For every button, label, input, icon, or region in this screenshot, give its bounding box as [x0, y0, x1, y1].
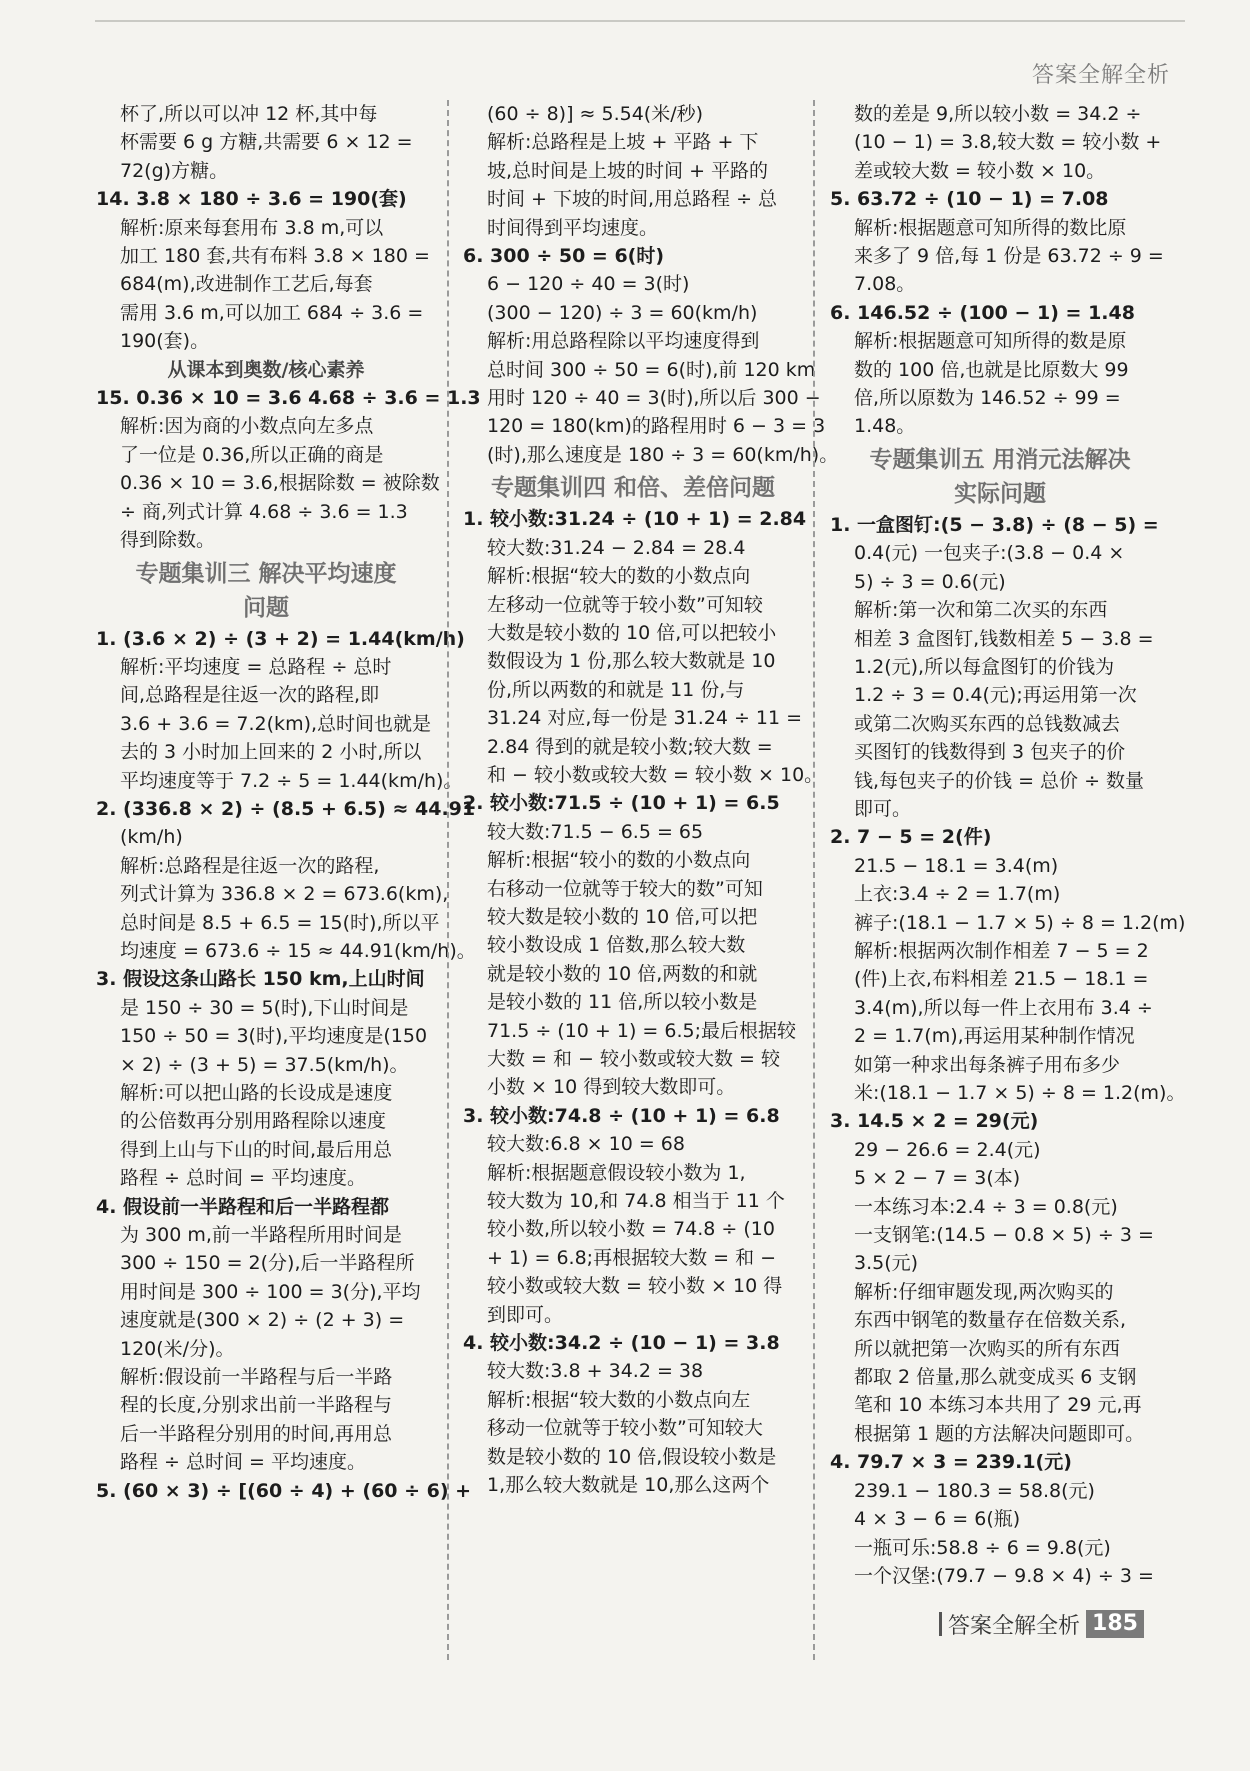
text-line: 列式计算为 336.8 × 2 = 673.6(km),	[120, 883, 449, 906]
text-line: 较小数或较大数 = 较小数 × 10 得	[487, 1275, 783, 1298]
text-line: 5 × 2 − 7 = 3(本)	[854, 1167, 1021, 1190]
text-line: (10 − 1) = 3.8,较大数 = 较小数 +	[854, 131, 1162, 154]
text-line: 小数 × 10 得到较大数即可。	[487, 1076, 736, 1099]
text-line: 米:(18.1 − 1.7 × 5) ÷ 8 = 1.2(m)。	[854, 1082, 1186, 1104]
section-heading: 问题	[243, 594, 289, 621]
column-1	[96, 100, 481, 1505]
answer-item: 1. (3.6 × 2) ÷ (3 + 2) = 1.44(km/h)	[96, 627, 465, 650]
text-line: 解析:根据题意可知所得的数比原	[854, 216, 1127, 239]
text-line: 1,那么较大数就是 10,那么这两个	[487, 1474, 770, 1497]
text-line: 右移动一位就等于较大的数”可知	[487, 877, 763, 900]
text-line: 较大数:6.8 × 10 = 68	[487, 1133, 685, 1156]
text-line: 后一半路程分别用的时间,再用总	[120, 1422, 393, 1445]
text-line: 一个汉堡:(79.7 − 9.8 × 4) ÷ 3 =	[854, 1564, 1154, 1587]
text-line: 较小数,所以较小数 = 74.8 ÷ (10	[487, 1218, 775, 1241]
text-line: 120(米/分)。	[120, 1337, 235, 1360]
text-line: 解析:根据“较大的数的小数点向	[487, 565, 751, 588]
section-heading: 专题集训三 解决平均速度	[135, 560, 397, 587]
top-rule	[95, 20, 1185, 22]
text-line: 差或较大数 = 较小数 × 10。	[854, 159, 1106, 182]
text-line: 是 150 ÷ 30 = 5(时),下山时间是	[120, 996, 409, 1019]
subsection-label: 从课本到奥数/核心素养	[167, 358, 365, 381]
answer-item: 5. 63.72 ÷ (10 − 1) = 7.08	[830, 188, 1109, 211]
answer-item: 2. 7 − 5 = 2(件)	[830, 826, 992, 849]
text-line: (件)上衣,布料相差 21.5 − 18.1 =	[854, 968, 1149, 991]
text-line: 解析:总路程是上坡 + 平路 + 下	[487, 131, 759, 154]
text-line: 来多了 9 倍,每 1 份是 63.72 ÷ 9 =	[854, 245, 1164, 268]
text-line: 数的 100 倍,也就是比原数大 99	[854, 358, 1129, 381]
text-line: 239.1 − 180.3 = 58.8(元)	[854, 1479, 1095, 1502]
text-line: 的公倍数再分别用路程除以速度	[120, 1110, 387, 1133]
text-line: (300 − 120) ÷ 3 = 60(km/h)	[487, 301, 758, 324]
text-line: 解析:根据“较大数的小数点向左	[487, 1388, 751, 1411]
text-line: 东西中钢笔的数量存在倍数关系,	[854, 1309, 1127, 1332]
footer-bar	[939, 1612, 942, 1636]
text-line: 用时 120 ÷ 40 = 3(时),所以后 300 −	[487, 387, 821, 410]
text-line: 得到除数。	[120, 529, 216, 552]
text-line: 解析:假设前一半路程与后一半路	[120, 1366, 393, 1389]
text-line: 间,总路程是往返一次的路程,即	[120, 684, 380, 707]
text-line: 2 = 1.7(m),再运用某种制作情况	[854, 1025, 1135, 1048]
text-line: 190(套)。	[120, 330, 210, 353]
text-line: 21.5 − 18.1 = 3.4(m)	[854, 854, 1059, 877]
answer-item: 2. 较小数:71.5 ÷ (10 + 1) = 6.5	[463, 792, 780, 815]
text-line: 解析:根据“较小的数的小数点向	[487, 849, 751, 872]
text-line: + 1) = 6.8;再根据较大数 = 和 −	[487, 1246, 777, 1269]
text-line: 就是较小数的 10 倍,两数的和就	[487, 962, 758, 985]
column-divider-1	[447, 100, 449, 1660]
text-line: 程的长度,分别求出前一半路程与	[120, 1394, 393, 1417]
text-line: 120 = 180(km)的路程用时 6 − 3 = 3	[487, 415, 826, 438]
text-line: × 2) ÷ (3 + 5) = 37.5(km/h)。	[120, 1053, 409, 1076]
text-line: 72(g)方糖。	[120, 159, 229, 182]
text-line: 大数 = 和 − 较小数或较大数 = 较	[487, 1048, 780, 1070]
text-line: 时间得到平均速度。	[487, 216, 659, 239]
text-line: 一支钢笔:(14.5 − 0.8 × 5) ÷ 3 =	[854, 1224, 1154, 1247]
text-line: 29 − 26.6 = 2.4(元)	[854, 1138, 1041, 1161]
text-line: 都取 2 倍量,那么就变成买 6 支钢	[854, 1366, 1137, 1389]
text-line: 或第二次购买东西的总钱数减去	[854, 712, 1121, 735]
text-line: 速度就是(300 × 2) ÷ (2 + 3) =	[120, 1309, 405, 1332]
text-line: 1.2(元),所以每盒图钉的价钱为	[854, 655, 1115, 678]
text-line: 数的差是 9,所以较小数 = 34.2 ÷	[854, 103, 1142, 125]
text-line: 1.2 ÷ 3 = 0.4(元);再运用第一次	[854, 684, 1137, 707]
text-line: 71.5 ÷ (10 + 1) = 6.5;最后根据较	[487, 1019, 797, 1042]
text-line: 总时间 300 ÷ 50 = 6(时),前 120 km	[487, 358, 816, 381]
footer-text: 答案全解全析	[948, 1613, 1081, 1639]
answer-item: 6. 146.52 ÷ (100 − 1) = 1.48	[830, 301, 1135, 324]
header-tag: 答案全解全析	[1031, 63, 1170, 88]
answer-item: 6. 300 ÷ 50 = 6(时)	[463, 245, 665, 268]
text-line: 倍,所以原数为 146.52 ÷ 99 =	[854, 387, 1121, 410]
answer-item: 15. 0.36 × 10 = 3.6 4.68 ÷ 3.6 = 1.3	[96, 387, 481, 410]
text-line: 较大数为 10,和 74.8 相当于 11 个	[487, 1190, 785, 1213]
text-line: 解析:根据题意假设较小数为 1,	[487, 1161, 746, 1184]
text-line: 150 ÷ 50 = 3(时),平均速度是(150	[120, 1025, 428, 1048]
text-line: 一本练习本:2.4 ÷ 3 = 0.8(元)	[854, 1195, 1118, 1218]
text-line: 如第一种求出每条裤子用布多少	[854, 1053, 1121, 1076]
text-line: 是较小数的 11 倍,所以较小数是	[487, 991, 758, 1014]
answer-item: 3. 假设这条山路长 150 km,上山时间	[96, 968, 425, 991]
text-line: 大数是较小数的 10 倍,可以把较小	[487, 621, 777, 644]
text-line: 3.4(m),所以每一件上衣用布 3.4 ÷	[854, 996, 1153, 1019]
text-line: 笔和 10 本练习本共用了 29 元,再	[854, 1394, 1142, 1417]
text-line: 用时间是 300 ÷ 100 = 3(分),平均	[120, 1280, 421, 1303]
text-line: 3.5(元)	[854, 1252, 919, 1275]
text-line: 数是较小数的 10 倍,假设较小数是	[487, 1445, 777, 1468]
text-line: 较大数:71.5 − 6.5 = 65	[487, 820, 704, 843]
text-line: 5) ÷ 3 = 0.6(元)	[854, 570, 1006, 593]
answer-item: 5. (60 × 3) ÷ [(60 ÷ 4) + (60 ÷ 6) +	[96, 1479, 472, 1502]
text-line: ÷ 商,列式计算 4.68 ÷ 3.6 = 1.3	[120, 500, 408, 523]
page-number: 185	[1086, 1610, 1144, 1638]
text-line: 解析:因为商的小数点向左多点	[120, 415, 374, 438]
text-line: 解析:仔细审题发现,两次购买的	[854, 1280, 1114, 1303]
column-3	[830, 100, 1186, 1590]
text-line: 解析:第一次和第二次买的东西	[854, 599, 1108, 622]
answer-item: 3. 14.5 × 2 = 29(元)	[830, 1110, 1039, 1133]
text-line: 0.36 × 10 = 3.6,根据除数 = 被除数	[120, 472, 440, 495]
text-line: 2.84 得到的就是较小数;较大数 =	[487, 735, 773, 758]
section-heading: 实际问题	[954, 480, 1046, 507]
answer-item: 4. 79.7 × 3 = 239.1(元)	[830, 1451, 1072, 1474]
text-line: 解析:可以把山路的长设成是速度	[120, 1082, 393, 1104]
text-line: 解析:根据题意可知所得的数是原	[854, 330, 1127, 353]
text-line: 较大数:3.8 + 34.2 = 38	[487, 1360, 704, 1383]
text-line: 4 × 3 − 6 = 6(瓶)	[854, 1508, 1021, 1531]
text-line: (km/h)	[120, 826, 183, 849]
text-line: (60 ÷ 8)] ≈ 5.54(米/秒)	[487, 103, 704, 125]
column-divider-2	[813, 100, 815, 1660]
text-line: 0.4(元) 一包夹子:(3.8 − 0.4 ×	[854, 542, 1125, 565]
text-line: 时间 + 下坡的时间,用总路程 ÷ 总	[487, 188, 778, 211]
text-line: 解析:原来每套用布 3.8 m,可以	[120, 216, 384, 239]
answer-item: 2. (336.8 × 2) ÷ (8.5 + 6.5) ≈ 44.91	[96, 797, 476, 820]
page-footer	[939, 1608, 1144, 1640]
text-line: 解析:用总路程除以平均速度得到	[487, 330, 760, 353]
answer-item: 1. 较小数:31.24 ÷ (10 + 1) = 2.84	[463, 508, 807, 531]
text-line: 加工 180 套,共有布料 3.8 × 180 =	[120, 245, 430, 268]
text-line: 所以就把第一次购买的所有东西	[854, 1337, 1121, 1360]
text-line: 3.6 + 3.6 = 7.2(km),总时间也就是	[120, 712, 432, 735]
text-line: 杯了,所以可以冲 12 杯,其中每	[120, 103, 378, 125]
text-line: 解析:平均速度 = 总路程 ÷ 总时	[120, 655, 392, 678]
text-line: 和 − 较小数或较大数 = 较小数 × 10。	[487, 763, 824, 786]
text-line: 解析:根据两次制作相差 7 − 5 = 2	[854, 939, 1149, 962]
text-line: 684(m),改进制作工艺后,每套	[120, 273, 373, 296]
text-line: 钱,每包夹子的价钱 = 总价 ÷ 数量	[854, 769, 1145, 792]
text-line: 路程 ÷ 总时间 = 平均速度。	[120, 1451, 366, 1474]
text-line: 根据第 1 题的方法解决问题即可。	[854, 1422, 1145, 1445]
answer-item: 4. 假设前一半路程和后一半路程都	[96, 1195, 390, 1218]
text-line: 平均速度等于 7.2 ÷ 5 = 1.44(km/h)。	[120, 769, 463, 792]
text-line: 为 300 m,前一半路程所用时间是	[120, 1224, 402, 1247]
text-line: 31.24 对应,每一份是 31.24 ÷ 11 =	[487, 707, 803, 730]
column-2	[463, 100, 839, 1500]
text-line: 份,所以两数的和就是 11 份,与	[487, 678, 745, 701]
text-line: 较大数:31.24 − 2.84 = 28.4	[487, 536, 746, 559]
section-heading: 专题集训四 和倍、差倍问题	[490, 475, 775, 502]
text-line: 杯需要 6 g 方糖,共需要 6 × 12 =	[120, 131, 413, 154]
answer-item: 1. 一盒图钉:(5 − 3.8) ÷ (8 − 5) =	[830, 513, 1159, 536]
text-line: 解析:总路程是往返一次的路程,	[120, 854, 380, 877]
text-line: 买图钉的钱数得到 3 包夹子的价	[854, 741, 1126, 764]
text-line: 坡,总时间是上坡的时间 + 平路的	[487, 159, 769, 182]
text-line: 较大数是较小数的 10 倍,可以把	[487, 905, 758, 928]
text-line: 路程 ÷ 总时间 = 平均速度。	[120, 1167, 366, 1190]
text-line: 总时间是 8.5 + 6.5 = 15(时),所以平	[120, 911, 440, 934]
text-line: 相差 3 盒图钉,钱数相差 5 − 3.8 =	[854, 627, 1154, 650]
text-line: 移动一位就等于较小数”可知较大	[487, 1417, 763, 1440]
text-line: 得到上山与下山的时间,最后用总	[120, 1138, 393, 1161]
text-line: 了一位是 0.36,所以正确的商是	[120, 443, 384, 466]
text-line: 到即可。	[487, 1303, 564, 1326]
text-line: (时),那么速度是 180 ÷ 3 = 60(km/h)。	[487, 443, 839, 466]
text-line: 需用 3.6 m,可以加工 684 ÷ 3.6 =	[120, 301, 424, 324]
text-line: 均速度 = 673.6 ÷ 15 ≈ 44.91(km/h)。	[120, 939, 476, 962]
section-heading: 专题集训五 用消元法解决	[869, 446, 1131, 473]
text-line: 300 ÷ 150 = 2(分),后一半路程所	[120, 1252, 415, 1275]
text-line: 一瓶可乐:58.8 ÷ 6 = 9.8(元)	[854, 1536, 1111, 1559]
text-line: 上衣:3.4 ÷ 2 = 1.7(m)	[854, 883, 1061, 906]
answer-item: 4. 较小数:34.2 ÷ (10 − 1) = 3.8	[463, 1332, 780, 1355]
text-line: 去的 3 小时加上回来的 2 小时,所以	[120, 741, 422, 764]
text-line: 左移动一位就等于较小数”可知较	[487, 593, 763, 616]
text-line: 6 − 120 ÷ 40 = 3(时)	[487, 273, 690, 296]
text-line: 即可。	[854, 797, 912, 820]
text-line: 较小数设成 1 倍数,那么较大数	[487, 934, 746, 957]
answer-item: 14. 3.8 × 180 ÷ 3.6 = 190(套)	[96, 188, 407, 211]
text-line: 7.08。	[854, 273, 916, 296]
text-line: 裤子:(18.1 − 1.7 × 5) ÷ 8 = 1.2(m)	[854, 911, 1186, 934]
text-line: 1.48。	[854, 415, 916, 438]
answer-item: 3. 较小数:74.8 ÷ (10 + 1) = 6.8	[463, 1104, 780, 1127]
text-line: 数假设为 1 份,那么较大数就是 10	[487, 650, 776, 673]
